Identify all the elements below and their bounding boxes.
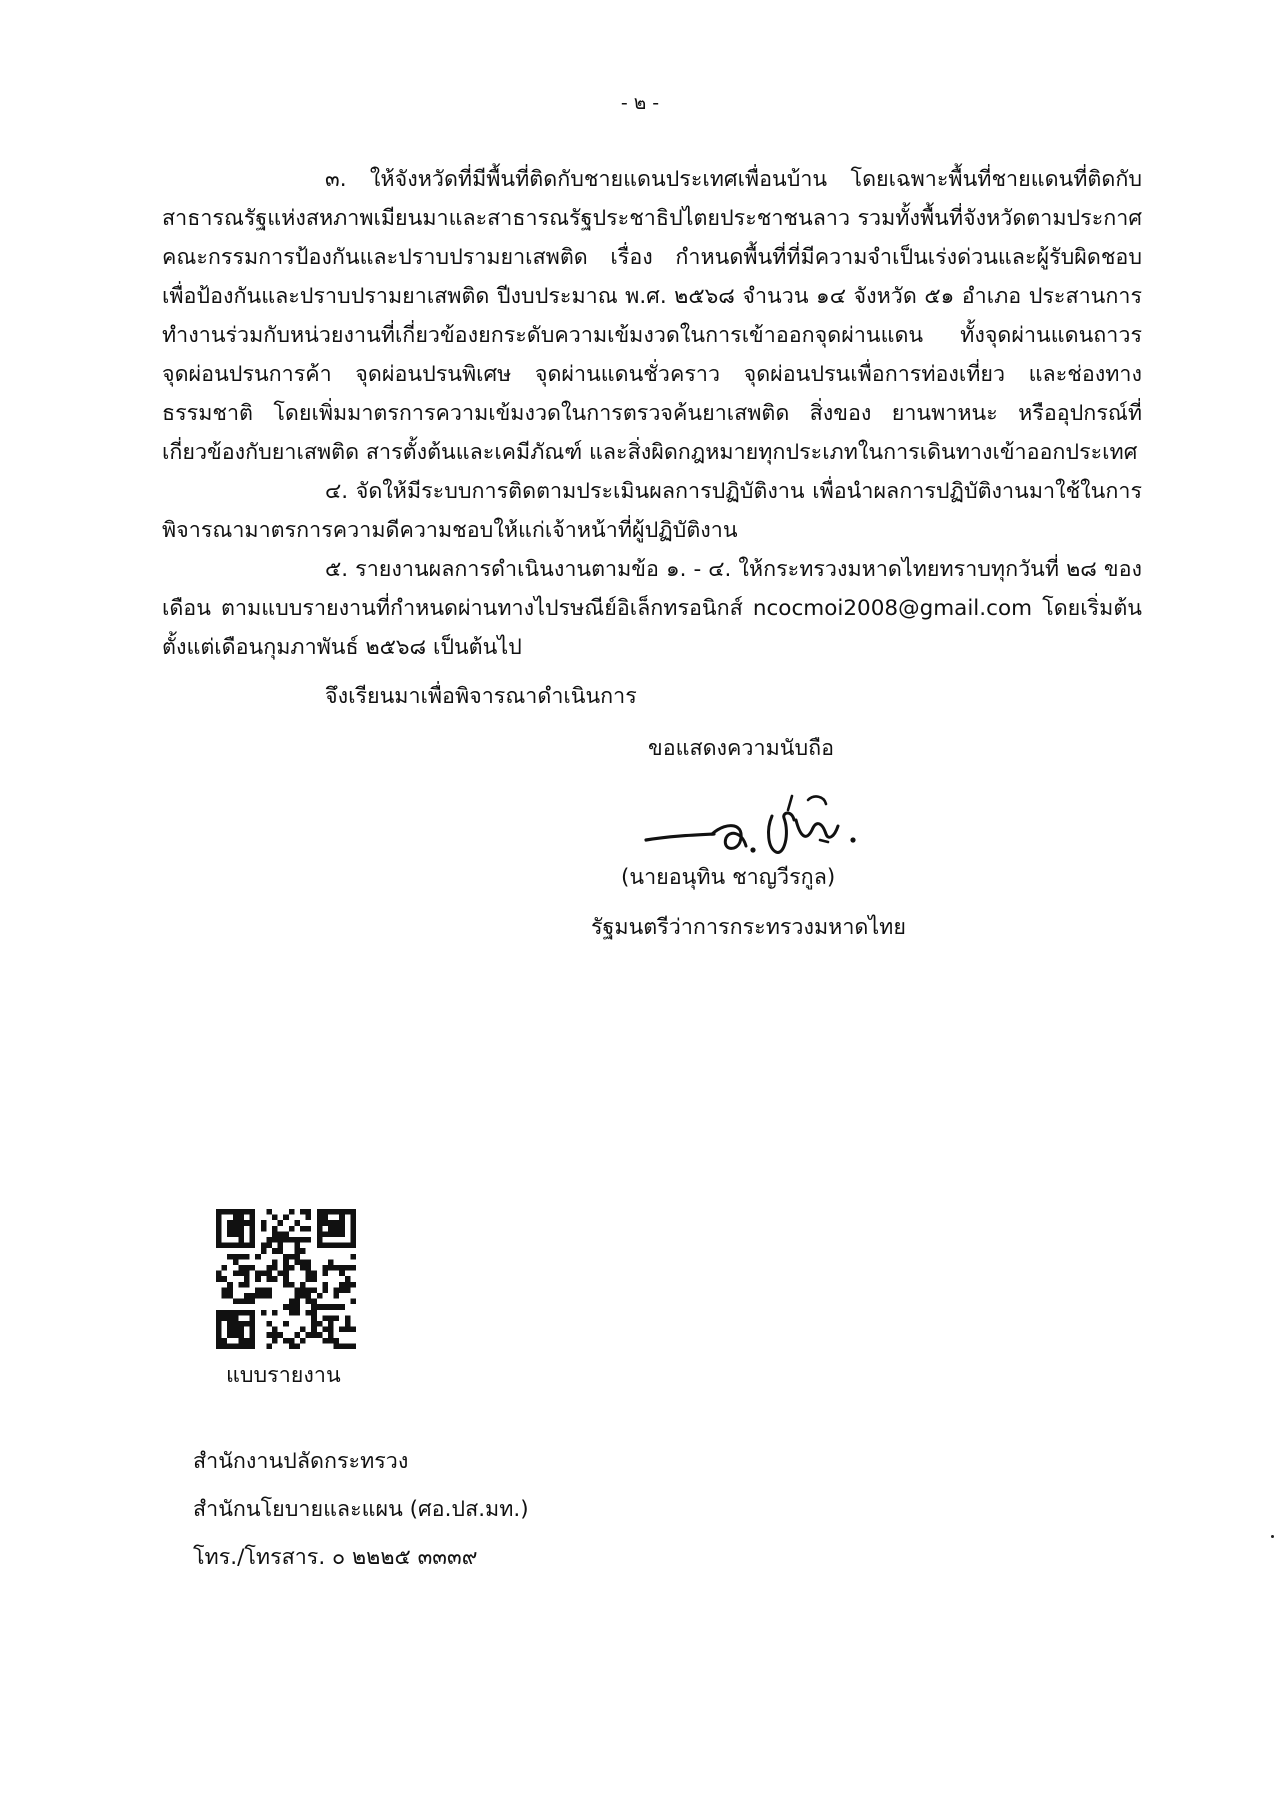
qr-caption: แบบรายงาน: [226, 1363, 341, 1388]
office-line-1: สำนักงานปลัดกระทรวง: [193, 1449, 409, 1474]
closing-regards: ขอแสดงความนับถือ: [648, 736, 835, 761]
signer-name: (นายอนุทิน ชาญวีรกูล): [621, 865, 836, 890]
qr-code[interactable]: [216, 1209, 356, 1349]
office-contact-block: [193, 1438, 529, 1582]
office-line-2: สำนักนโยบายและแผน (ศอ.ปส.มท.): [193, 1497, 529, 1522]
margin-mark: [1271, 1535, 1274, 1538]
signer-title: รัฐมนตรีว่าการกระทรวงมหาดไทย: [591, 915, 906, 940]
paragraph-item-3: ๓. ให้จังหวัดที่มีพื้นที่ติดกับชายแดนประเทศเพื่อนบ้าน โดยเฉพาะพื้นที่ชายแดนที่ติดกับสาธารณรัฐแห่งสหภาพเมียนมาและสาธารณรัฐประชาธิปไตยประชาชนลาว รวมทั้งพื้นที่จังหวัดตามประกาศคณะกรรมการป้องกันและปราบปรามยาเสพติด เรื่อง กำหนดพื้นที่ที่มีความจำเป็นเร่งด่วนและผู้รับผิดชอบเพื่อป้องกันและปราบปรามยาเสพติด ปีงบประมาณ พ.ศ. ๒๕๖๘ จำนวน ๑๔ จังหวัด ๕๑ อำเภอ ประสานการทำงานร่วมกับหน่วยงานที่เกี่ยวข้องยกระดับความเข้มงวดในการเข้าออกจุดผ่านแดน ทั้งจุดผ่านแดนถาวร จุดผ่อนปรนการค้า จุดผ่อนปรนพิเศษ จุดผ่านแดนชั่วคราว จุดผ่อนปรนเพื่อการท่องเที่ยว และช่องทางธรรมชาติ โดยเพิ่มมาตรการความเข้มงวดในการตรวจค้นยาเสพติด สิ่งของ ยานพาหนะ หรืออุปกรณ์ที่เกี่ยวข้องกับยาเสพติด สารตั้งต้นและเคมีภัณฑ์ และสิ่งผิดกฎหมายทุกประเภทในการเดินทางเข้าออกประเทศ: [162, 167, 1142, 465]
office-line-3: โทร./โทรสาร. ๐ ๒๒๒๕ ๓๓๓๙: [193, 1545, 478, 1570]
closing-request: จึงเรียนมาเพื่อพิจารณาดำเนินการ: [325, 684, 637, 709]
paragraph-item-5: ๕. รายงานผลการดำเนินงานตามข้อ ๑. - ๔. ให้กระทรวงมหาดไทยทราบทุกวันที่ ๒๘ ของเดือน ตามแบบรายงานที่กำหนดผ่านทางไปรษณีย์อิเล็กทรอนิกส์ ncocmoi2008@gmail.com โดยเริ่มต้นตั้งแต่เดือนกุมภาพันธ์ ๒๕๖๘ เป็นต้นไป: [162, 557, 1142, 660]
paragraph-item-4: ๔. จัดให้มีระบบการติดตามประเมินผลการปฏิบัติงาน เพื่อนำผลการปฏิบัติงานมาใช้ในการพิจารณามาตรการความดีความชอบให้แก่เจ้าหน้าที่ผู้ปฏิบัติงาน: [162, 479, 1142, 543]
page-number: - ๒ -: [620, 92, 660, 114]
letter-body: [162, 160, 1142, 667]
